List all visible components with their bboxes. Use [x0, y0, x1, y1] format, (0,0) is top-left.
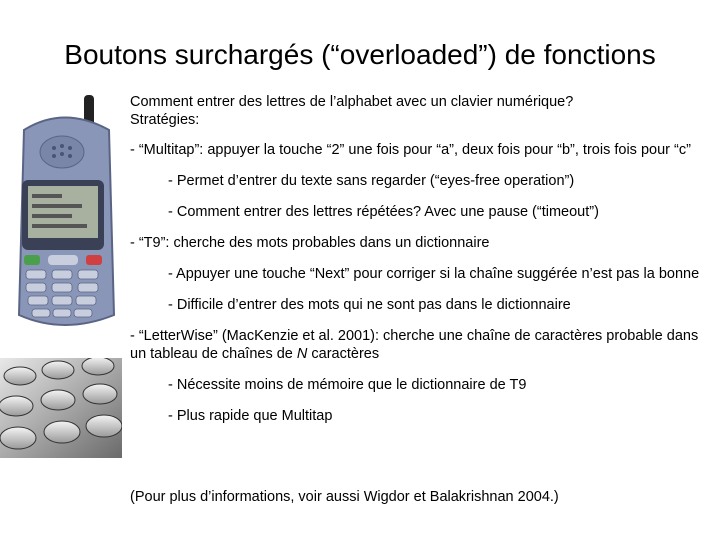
letterwise-n: N: [296, 346, 308, 362]
t9-item: - “T9”: cherche des mots probables dans un dictionnaire: [130, 235, 490, 251]
slide-body: [130, 93, 705, 438]
t9-sub-a: - Appuyer une touche “Next” pour corriger si la chaîne suggérée n’est pas la bonne: [168, 266, 700, 282]
letterwise-sub-b: - Plus rapide que Multitap: [168, 408, 333, 424]
multitap-sub-a: - Permet d’entrer du texte sans regarder (“eyes-free operation”): [168, 173, 575, 189]
keypad-photo: [0, 358, 122, 458]
slide-title: Boutons surchargés (“overloaded”) de fonctions: [64, 39, 656, 70]
intro-line-1: Comment entrer des lettres de l’alphabet avec un clavier numérique?: [130, 94, 574, 110]
mobile-phone-illustration: [4, 90, 124, 340]
letterwise-text-post: caractères: [307, 346, 380, 362]
letterwise-item: [130, 327, 705, 363]
intro-line-2: Stratégies:: [130, 112, 200, 128]
intro: [130, 93, 705, 129]
letterwise-sub-a: - Nécessite moins de mémoire que le dictionnaire de T9: [168, 377, 527, 393]
multitap-item: - “Multitap”: appuyer la touche “2” une fois pour “a”, deux fois pour “b”, trois fois pour “c”: [130, 142, 691, 158]
footer-reference: (Pour plus d’informations, voir aussi Wigdor et Balakrishnan 2004.): [130, 489, 559, 505]
letterwise-text-pre: - “LetterWise” (MacKenzie et al. 2001): cherche une chaîne de caractères probable dans un tableau de chaînes de: [130, 328, 699, 362]
t9-sub-b: - Difficile d’entrer des mots qui ne sont pas dans le dictionnaire: [168, 297, 571, 313]
multitap-sub-b: - Comment entrer des lettres répétées? Avec une pause (“timeout”): [168, 204, 599, 220]
